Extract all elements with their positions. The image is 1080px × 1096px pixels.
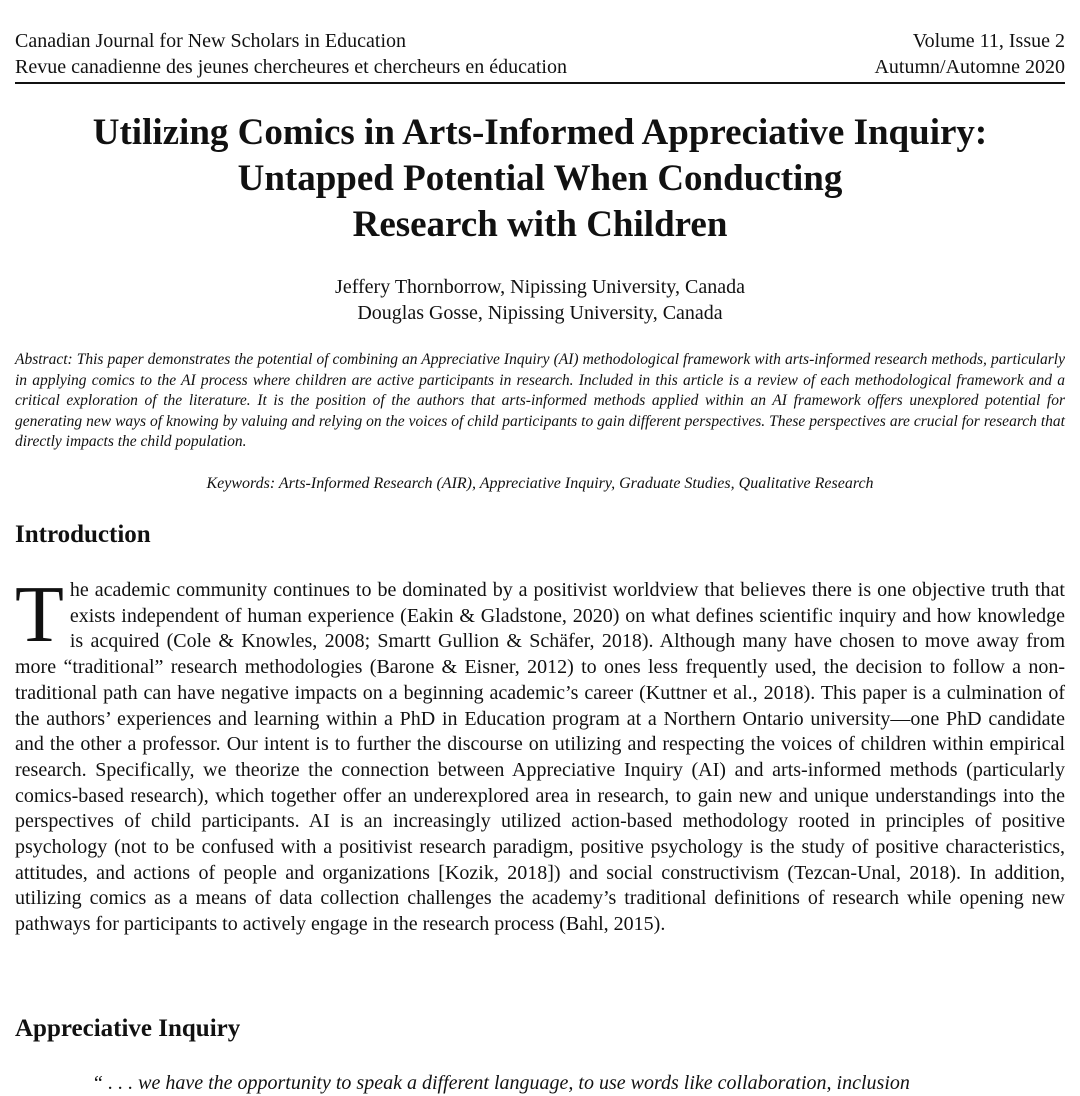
abstract: Abstract: This paper demonstrates the potential of combining an Appreciative Inquiry (AI) methodological framework with arts-informed research methods, particularly in applying comics to the AI process where children are active participants in research. Included in this article is a review of each methodological framework and a critical exploration of the literature. It is the position of the authors that arts-informed methods applied within an AI framework offers unexplored potential for generating new ways of knowing by valuing and relying on the voices of child participants to gain different perspectives. These perspectives are crucial for research that directly impacts the child population. (15, 351, 1065, 451)
section-heading-appreciative-inquiry: Appreciative Inquiry (15, 1015, 241, 1042)
paper-title (0, 110, 1080, 248)
journal-name-fr: Revue canadienne des jeunes chercheures et chercheurs en éducation (15, 56, 567, 78)
section-heading-introduction: Introduction (15, 521, 151, 548)
keywords: Keywords: Arts-Informed Research (AIR), Appreciative Inquiry, Graduate Studies, Qualitative Research (206, 475, 874, 492)
title-line-2: Untapped Potential When Conducting (237, 158, 843, 199)
season: Autumn/Automne 2020 (874, 56, 1065, 78)
journal-name-en: Canadian Journal for New Scholars in Education (15, 30, 407, 52)
drop-cap: T (15, 571, 64, 659)
author-2: Douglas Gosse, Nipissing University, Canada (357, 302, 723, 324)
introduction-body: he academic community continues to be dominated by a positivist worldview that believes there is one objective truth that exists independent of human experience (Eakin & Gladstone, 2020) on what defines scientific inquiry and how knowledge is acquired (Cole & Knowles, 2008; Smartt Gullion & Schäfer, 2018). Although many have chosen to move away from more “traditional” research methodologies (Barone & Eisner, 2012) to ones less frequently used, the decision to follow a non-traditional path can have negative impacts on a beginning academic’s career (Kuttner et al., 2018). This paper is a culmination of the authors’ experiences and learning within a PhD in Education program at a Northern Ontario university—one PhD candidate and the other a professor. Our intent is to further the discourse on utilizing and respecting the voices of children within empirical research. Specifically, we theorize the connection between Appreciative Inquiry (AI) and arts-informed methods (particularly comics-based research), which together offer an underexplored area in research, to gain new and unique understandings into the perspectives of child participants. AI is an increasingly utilized action-based methodology rooted in principles of positive psychology (not to be confused with a positivist research paradigm, positive psychology is the study of positive characteristics, attitudes, and actions of people and organizations [Kozik, 2018]) and social constructivism (Tezcan-Unal, 2018). In addition, utilizing comics as a means of data collection challenges the academy’s traditional definitions of research while opening new pathways for participants to actively engage in the research process (Bahl, 2015). (15, 579, 1065, 936)
journal-header (15, 28, 1065, 84)
author-1: Jeffery Thornborrow, Nipissing University, Canada (335, 276, 745, 298)
title-line-3: Research with Children (352, 204, 728, 245)
introduction-paragraph (15, 571, 1065, 938)
author-list (0, 274, 1080, 326)
title-line-1: Utilizing Comics in Arts-Informed Appreciative Inquiry: (92, 112, 988, 153)
block-quote: “ . . . we have the opportunity to speak a different language, to use words like collaboration, inclusion (92, 1072, 910, 1094)
volume-issue: Volume 11, Issue 2 (912, 30, 1065, 52)
